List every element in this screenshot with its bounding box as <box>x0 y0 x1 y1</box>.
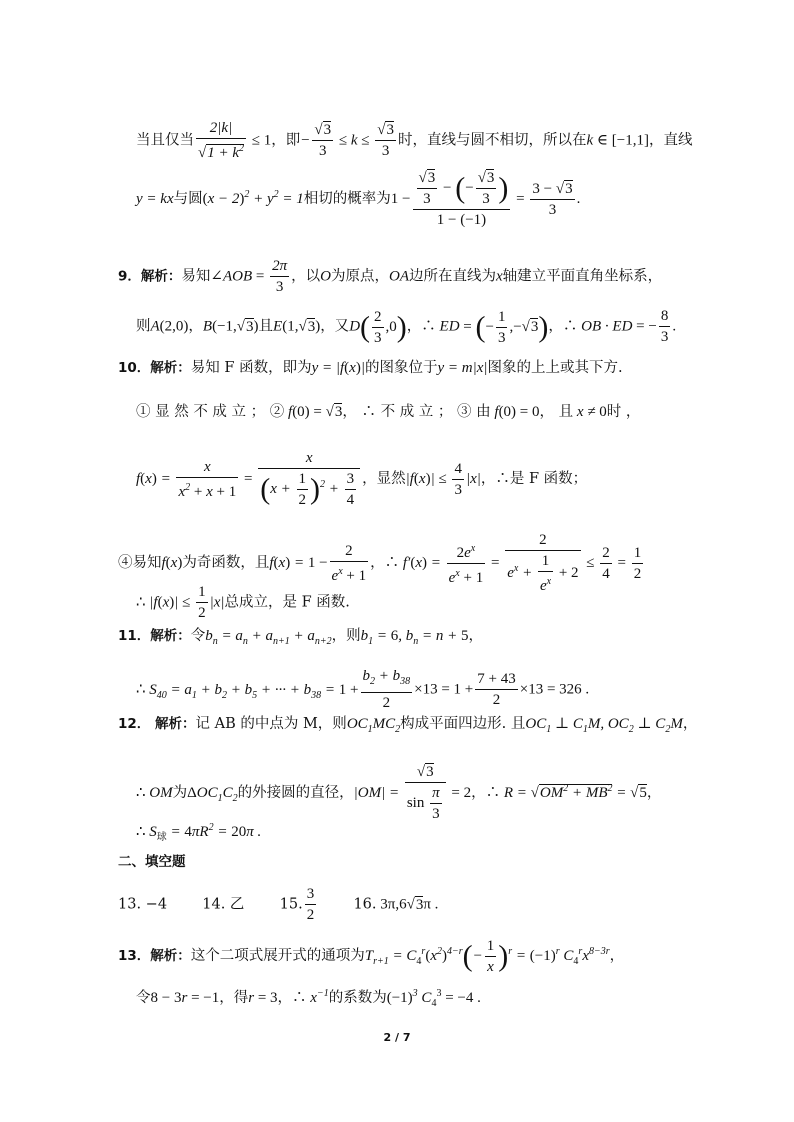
answers-line: 13. −4 14. 乙 15. $\frac{3}{2}$ 16. 3π,6√3π . <box>118 886 439 923</box>
q10-line-2: ① 显 然 不 成 立 ； ② f(0) = √3， ∴ 不 成 立 ； ③ 由 f(0) = 0， 且 x ≠ 0时 ， <box>136 404 641 420</box>
q10-line-5: ∴ |f(x)| ≤ $\frac{1}{2}$ |x|总成立，是 F 函数. <box>136 584 350 621</box>
line-1: 当且仅当 $\frac{2|k|}{√1 + k^2}$ ≤ 1，即− $\frac{√3}{3}$ ≤ k ≤ $\frac{√3}{3}$ 时，直线与圆不相切，所以在k ∈ [−1,1]，直线 <box>136 120 693 161</box>
q12-line-3: ∴ $S_球 = 4\pi R^2 = 20\pi$ . <box>136 822 262 843</box>
text: ，即 <box>271 132 301 149</box>
page-number: 2 / 7 <box>383 1031 411 1044</box>
q12-line-1: 12． 解析：记 AB 的中点为 M，则$OC_1MC_2$构成平面四边形. 且$OC_1$ ⊥ $C_1M$, $OC_2$ ⊥ $C_2M$， <box>118 716 698 735</box>
big-fraction: $\frac{√3}{3}$ − (− $\frac{√3}{3}$ ) 1 − (−1) <box>413 168 511 230</box>
text: 当且仅当 <box>136 132 194 149</box>
section-heading: 二、填空题 <box>118 854 186 870</box>
q10-line-3: f(x) = $\frac{x}{x^2 + x + 1}$ = x (x + $\frac{1}{2}$ )$^2$ + $\frac{3}{4}$ ，显然|f(x)| ≤ $\frac{4}{3}$ |x|，∴是 F 函数； <box>136 450 588 508</box>
q12-line-2: ∴ OM为$\Delta OC_1C_2$的外接圆的直径，|OM| = √3 sin $\frac{\pi}{3}$ = 2，∴ $R = √OM^2 + MB^2 = √5$， <box>136 764 662 822</box>
q13-line-1: 13．解析：这个二项式展开式的通项为$T_{r+1} = C_4^r(x^2)^{4-r}(-$ $\frac{1}{x}$ )$^r = (-1)^r$ $C_4^rx^{8-3r}$， <box>118 938 625 975</box>
line-2: y = kx与圆$(x - 2)^2 + y^2 = 1$相切的概率为1 − $\frac{√3}{3}$ − (− $\frac{√3}{3}$ ) 1 − (−1) = $\frac{3 - √3}{3}$ . <box>136 170 581 228</box>
fraction: $\frac{2|k|}{√1 + k^2}$ <box>198 120 245 161</box>
q9-line-1: 9．解析：易知∠AOB = $\frac{2\pi}{3}$ ，以O为原点，OA边所在直线为x轴建立平面直角坐标系， <box>118 258 663 295</box>
q11-line-2: ∴ $S_{40} = a_1 + b_2 + b_5$ + ··· + $b_{38} = 1$ + $\frac{b_2 + b_{38}}{2}$ ×13 = 1 + $\frac{7 + 43}{2}$ ×13 = 326 . <box>136 668 590 711</box>
q13-line-2: 令8 − 3r = −1，得r = 3，∴ $x^{-1}$的系数为$(-1)^3$ $C_4^3 = -4$ . <box>136 988 481 1009</box>
text: ，直线 <box>648 132 693 149</box>
q10-line-4: ④易知f(x)为奇函数，且f(x) = 1 − $\frac{2}{e^x + 1}$ ，∴ f′(x) = $\frac{2e^x}{e^x + 1}$ = 2 $e^x$ + $\frac{1}{e^x}$ + 2 ≤ $\frac{2}{4}$ = $\frac{1}{2}$ <box>118 532 642 594</box>
q11-line-1: 11．解析：令$b_n = a_n + a_{n+1} + a_{n+2}$，则$b_1 = 6$, $b_n = n + 5$， <box>118 628 484 647</box>
q10-line-1: 10．解析：易知 F 函数，即为y = |f(x)|的图象位于y = m|x|图象的上上或其下方. <box>118 360 623 376</box>
q9-line-2: 则A(2,0)，B(−1,√3)且E(1,√3)，又D( $\frac{2}{3}$ ,0)，∴ ED = (− $\frac{1}{3}$ ,−√3)，∴ OB · ED = − $\frac{8}{3}$ . <box>136 308 677 346</box>
text: 时，直线与圆不相切，所以在 <box>397 132 587 149</box>
